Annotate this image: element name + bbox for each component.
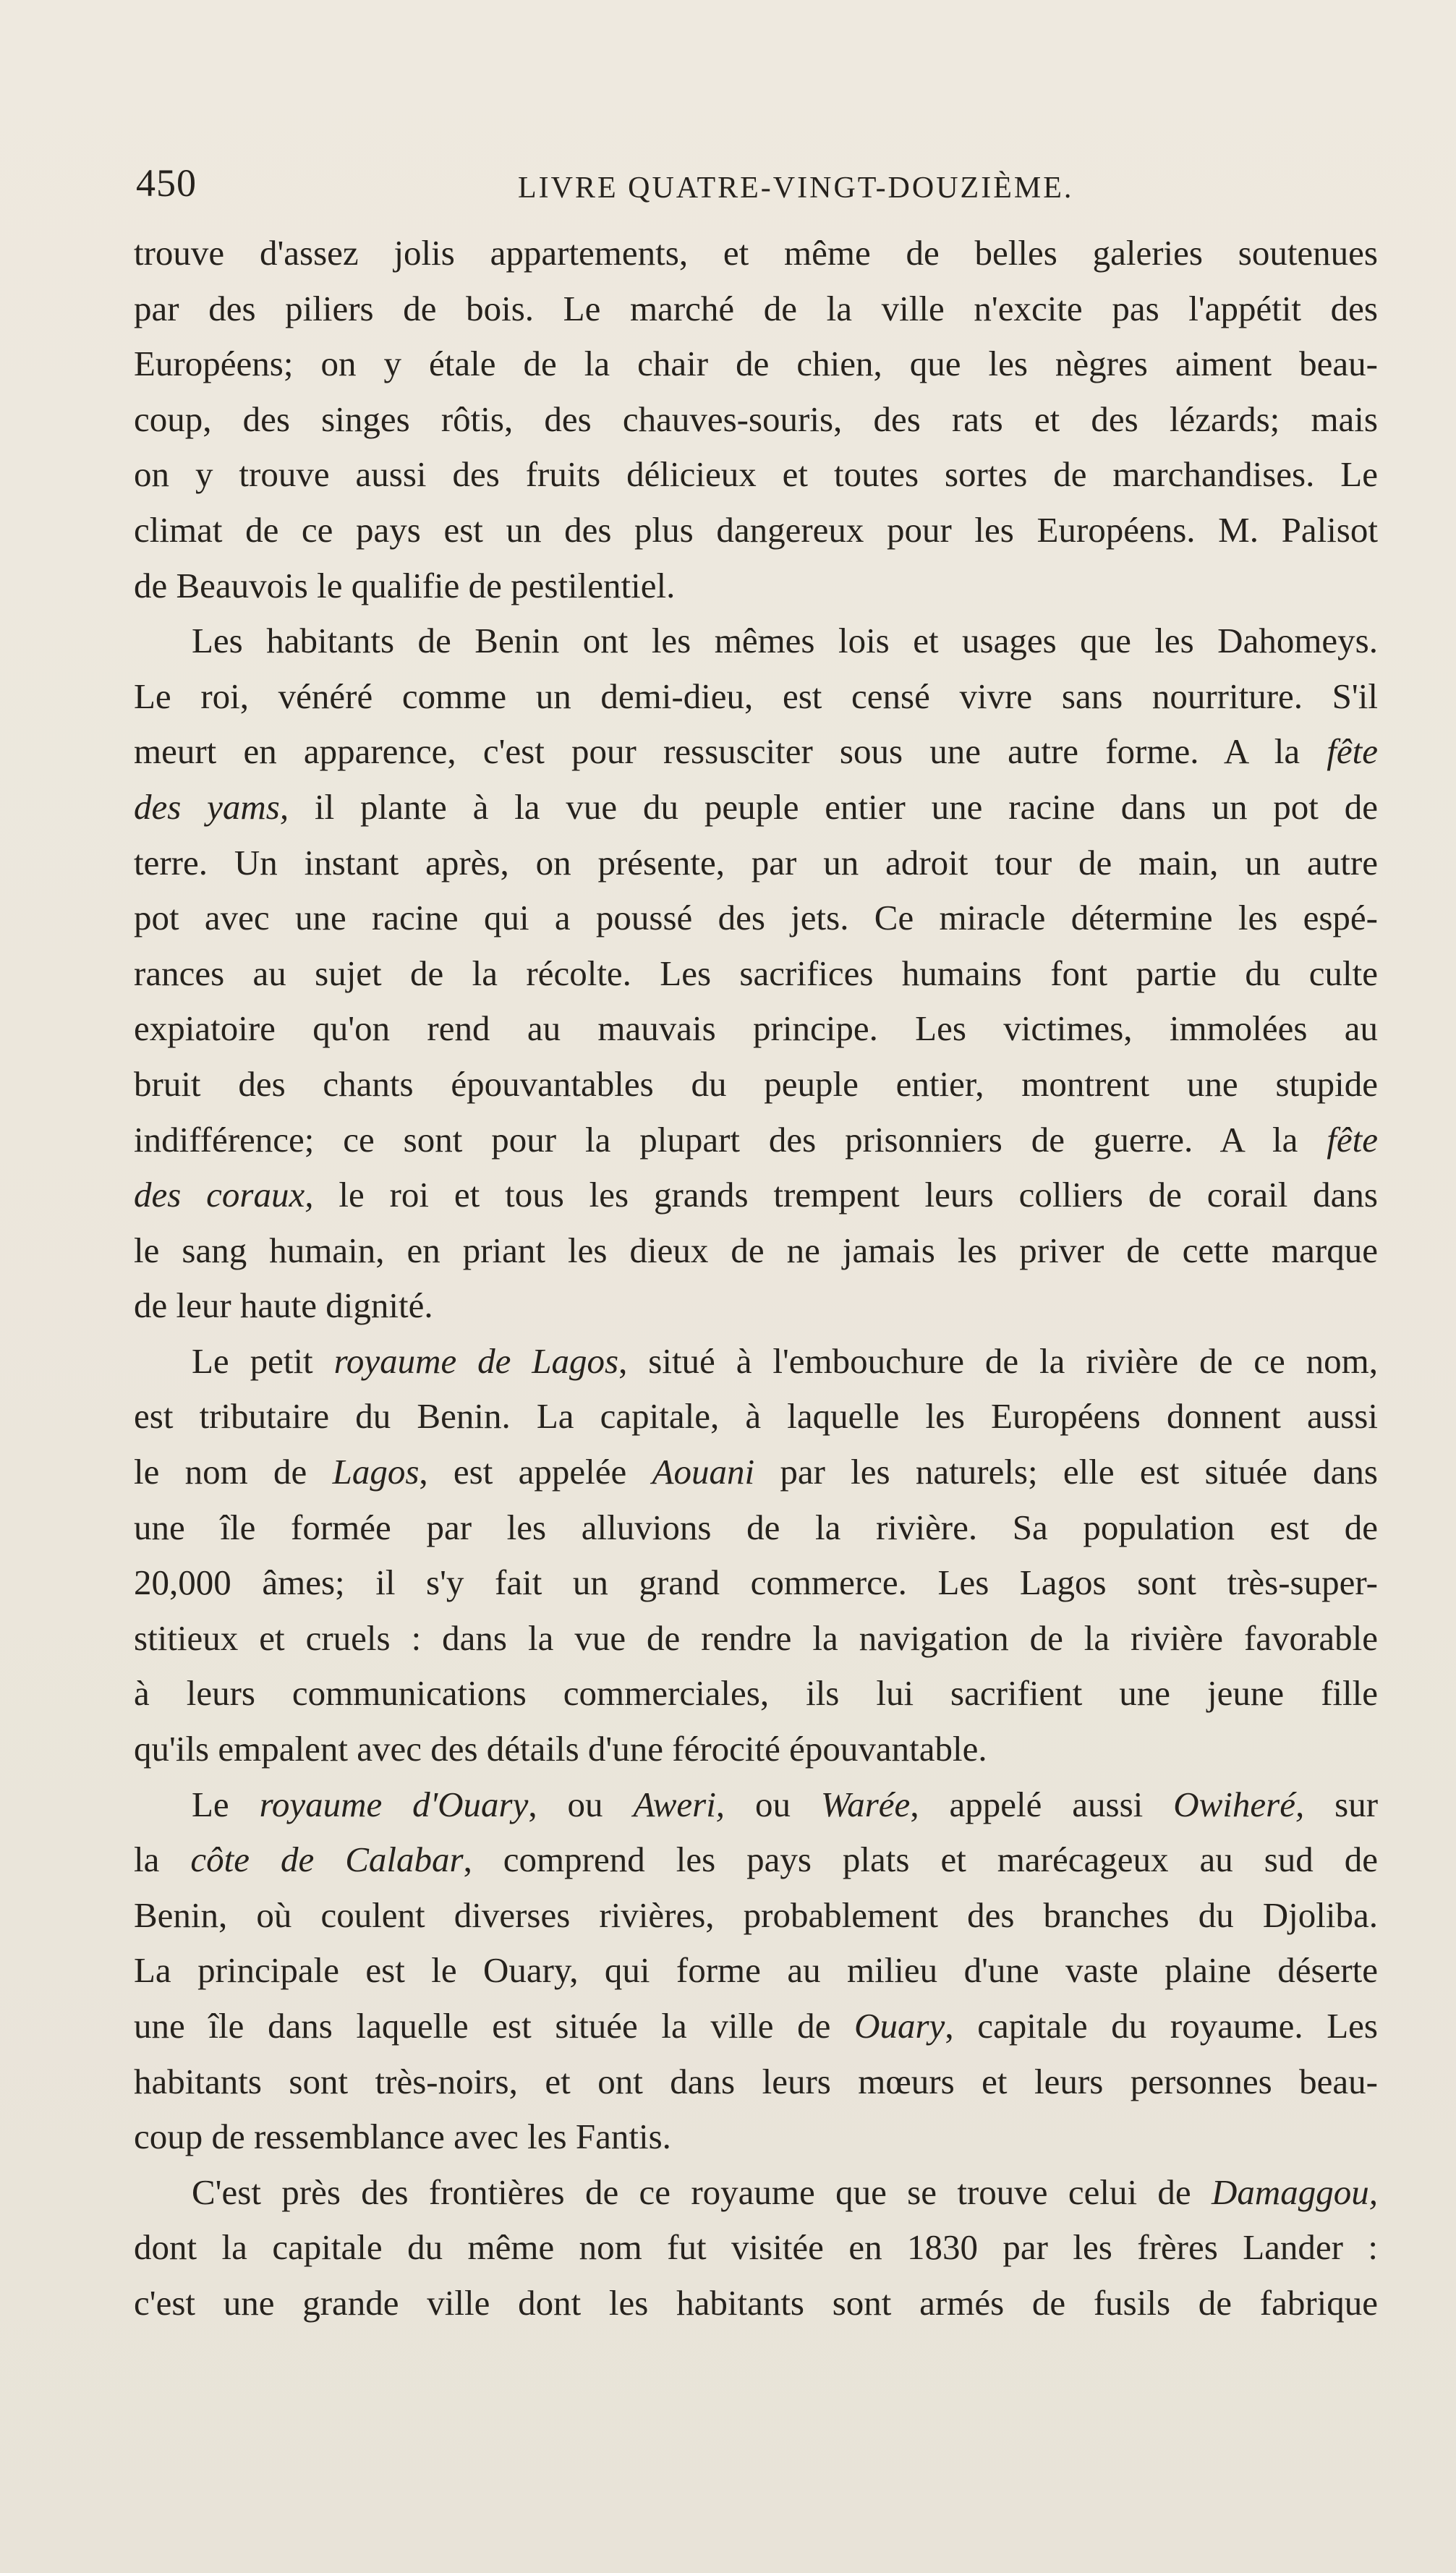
text-line: Européens; on y étale de la chair de chien, que les nègres aiment beau- xyxy=(134,344,1378,384)
text-line: c'est une grande ville dont les habitants sont armés de fusils de fabrique xyxy=(134,2282,1378,2323)
text-line: des coraux, le roi et tous les grands trempent leurs colliers de corail dans xyxy=(134,1175,1378,1215)
page-number: 450 xyxy=(136,161,197,205)
text-line: la côte de Calabar, comprend les pays plats et marécageux au sud de xyxy=(134,1840,1378,1880)
text-line: trouve d'assez jolis appartements, et même de belles galeries soutenues xyxy=(134,233,1378,273)
text-line: de Beauvois le qualifie de pestilentiel. xyxy=(134,565,676,605)
paragraph xyxy=(134,2165,1378,2331)
text-line: Le roi, vénéré comme un demi-dieu, est censé vivre sans nourriture. S'il xyxy=(134,676,1378,716)
text-line: le nom de Lagos, est appelée Aouani par les naturels; elle est située dans xyxy=(134,1452,1378,1492)
text-line: des yams, il plante à la vue du peuple entier une racine dans un pot de xyxy=(134,786,1378,827)
paragraph xyxy=(134,613,1378,1334)
text-line: rances au sujet de la récolte. Les sacrifices humains font partie du culte xyxy=(134,953,1378,993)
text-line: est tributaire du Benin. La capitale, à laquelle les Européens donnent aussi xyxy=(134,1396,1378,1437)
text-line: stitieux et cruels : dans la vue de rendre la navigation de la rivière favorable xyxy=(134,1617,1378,1658)
text-line: Le royaume d'Ouary, ou Aweri, ou Warée, appelé aussi Owiheré, sur xyxy=(192,1784,1378,1824)
text-line: qu'ils empalent avec des détails d'une férocité épouvantable. xyxy=(134,1729,987,1769)
text-line: coup, des singes rôtis, des chauves-souris, des rats et des lézards; mais xyxy=(134,399,1378,439)
paragraph xyxy=(134,1777,1378,2165)
italic-term: fête xyxy=(1327,1119,1378,1160)
italic-term: Ouary xyxy=(854,2006,945,2046)
text-line: à leurs communications commerciales, ils lui sacrifient une jeune fille xyxy=(134,1673,1378,1714)
italic-term: Damaggou, xyxy=(1211,2172,1378,2212)
text-line: terre. Un instant après, on présente, par un adroit tour de main, un autre xyxy=(134,842,1378,883)
text-line: par des piliers de bois. Le marché de la ville n'excite pas l'appétit des xyxy=(134,288,1378,328)
italic-term: Warée xyxy=(820,1784,911,1824)
text-line: 20,000 âmes; il s'y fait un grand commerce. Les Lagos sont très-super- xyxy=(134,1562,1378,1603)
paragraph xyxy=(134,1334,1378,1777)
page-header xyxy=(136,161,1380,218)
body-text xyxy=(134,226,1378,2331)
text-line: La principale est le Ouary, qui forme au milieu d'une vaste plaine déserte xyxy=(134,1950,1378,1991)
text-line: C'est près des frontières de ce royaume que se trouve celui de Damaggou, xyxy=(192,2172,1378,2212)
italic-term: Lagos xyxy=(332,1452,420,1492)
italic-term: des coraux, xyxy=(134,1175,314,1215)
text-line: de leur haute dignité. xyxy=(134,1285,433,1326)
text-line: climat de ce pays est un des plus dangereux pour les Européens. M. Palisot xyxy=(134,509,1378,550)
italic-term: Aweri, xyxy=(633,1784,725,1824)
text-line: coup de ressemblance avec les Fantis. xyxy=(134,2117,671,2157)
text-line: Benin, où coulent diverses rivières, probablement des branches du Djoliba. xyxy=(134,1894,1378,1935)
italic-term: des yams, xyxy=(134,786,289,827)
text-line: le sang humain, en priant les dieux de ne jamais les priver de cette marque xyxy=(134,1230,1378,1270)
text-line: une île formée par les alluvions de la rivière. Sa population est de xyxy=(134,1507,1378,1547)
text-line: on y trouve aussi des fruits délicieux et toutes sortes de marchandises. Le xyxy=(134,454,1378,495)
text-line: meurt en apparence, c'est pour ressusciter sous une autre forme. A la fête xyxy=(134,731,1378,772)
italic-term: royaume d'Ouary xyxy=(259,1784,529,1824)
italic-term: côte de Calabar xyxy=(190,1840,464,1880)
text-line: expiatoire qu'on rend au mauvais principe. Les victimes, immolées au xyxy=(134,1008,1378,1049)
running-head: LIVRE QUATRE-VINGT-DOUZIÈME. xyxy=(518,171,1074,205)
italic-term: Aouani xyxy=(652,1452,755,1492)
italic-term: fête xyxy=(1327,731,1378,772)
text-line: dont la capitale du même nom fut visitée en 1830 par les frères Lander : xyxy=(134,2227,1378,2268)
text-line: indifférence; ce sont pour la plupart des prisonniers de guerre. A la fête xyxy=(134,1119,1378,1160)
text-line: Les habitants de Benin ont les mêmes lois et usages que les Dahomeys. xyxy=(192,621,1378,661)
text-line: Le petit royaume de Lagos, situé à l'embouchure de la rivière de ce nom, xyxy=(192,1340,1378,1381)
paragraph xyxy=(134,226,1378,613)
text-line: pot avec une racine qui a poussé des jets. Ce miracle détermine les espé- xyxy=(134,898,1378,938)
text-line: une île dans laquelle est située la ville de Ouary, capitale du royaume. Les xyxy=(134,2006,1378,2046)
text-line: habitants sont très-noirs, et ont dans leurs mœurs et leurs personnes beau- xyxy=(134,2061,1378,2101)
text-line: bruit des chants épouvantables du peuple entier, montrent une stupide xyxy=(134,1063,1378,1104)
italic-term: royaume de Lagos xyxy=(333,1340,619,1381)
italic-term: Owiheré, xyxy=(1173,1784,1305,1824)
